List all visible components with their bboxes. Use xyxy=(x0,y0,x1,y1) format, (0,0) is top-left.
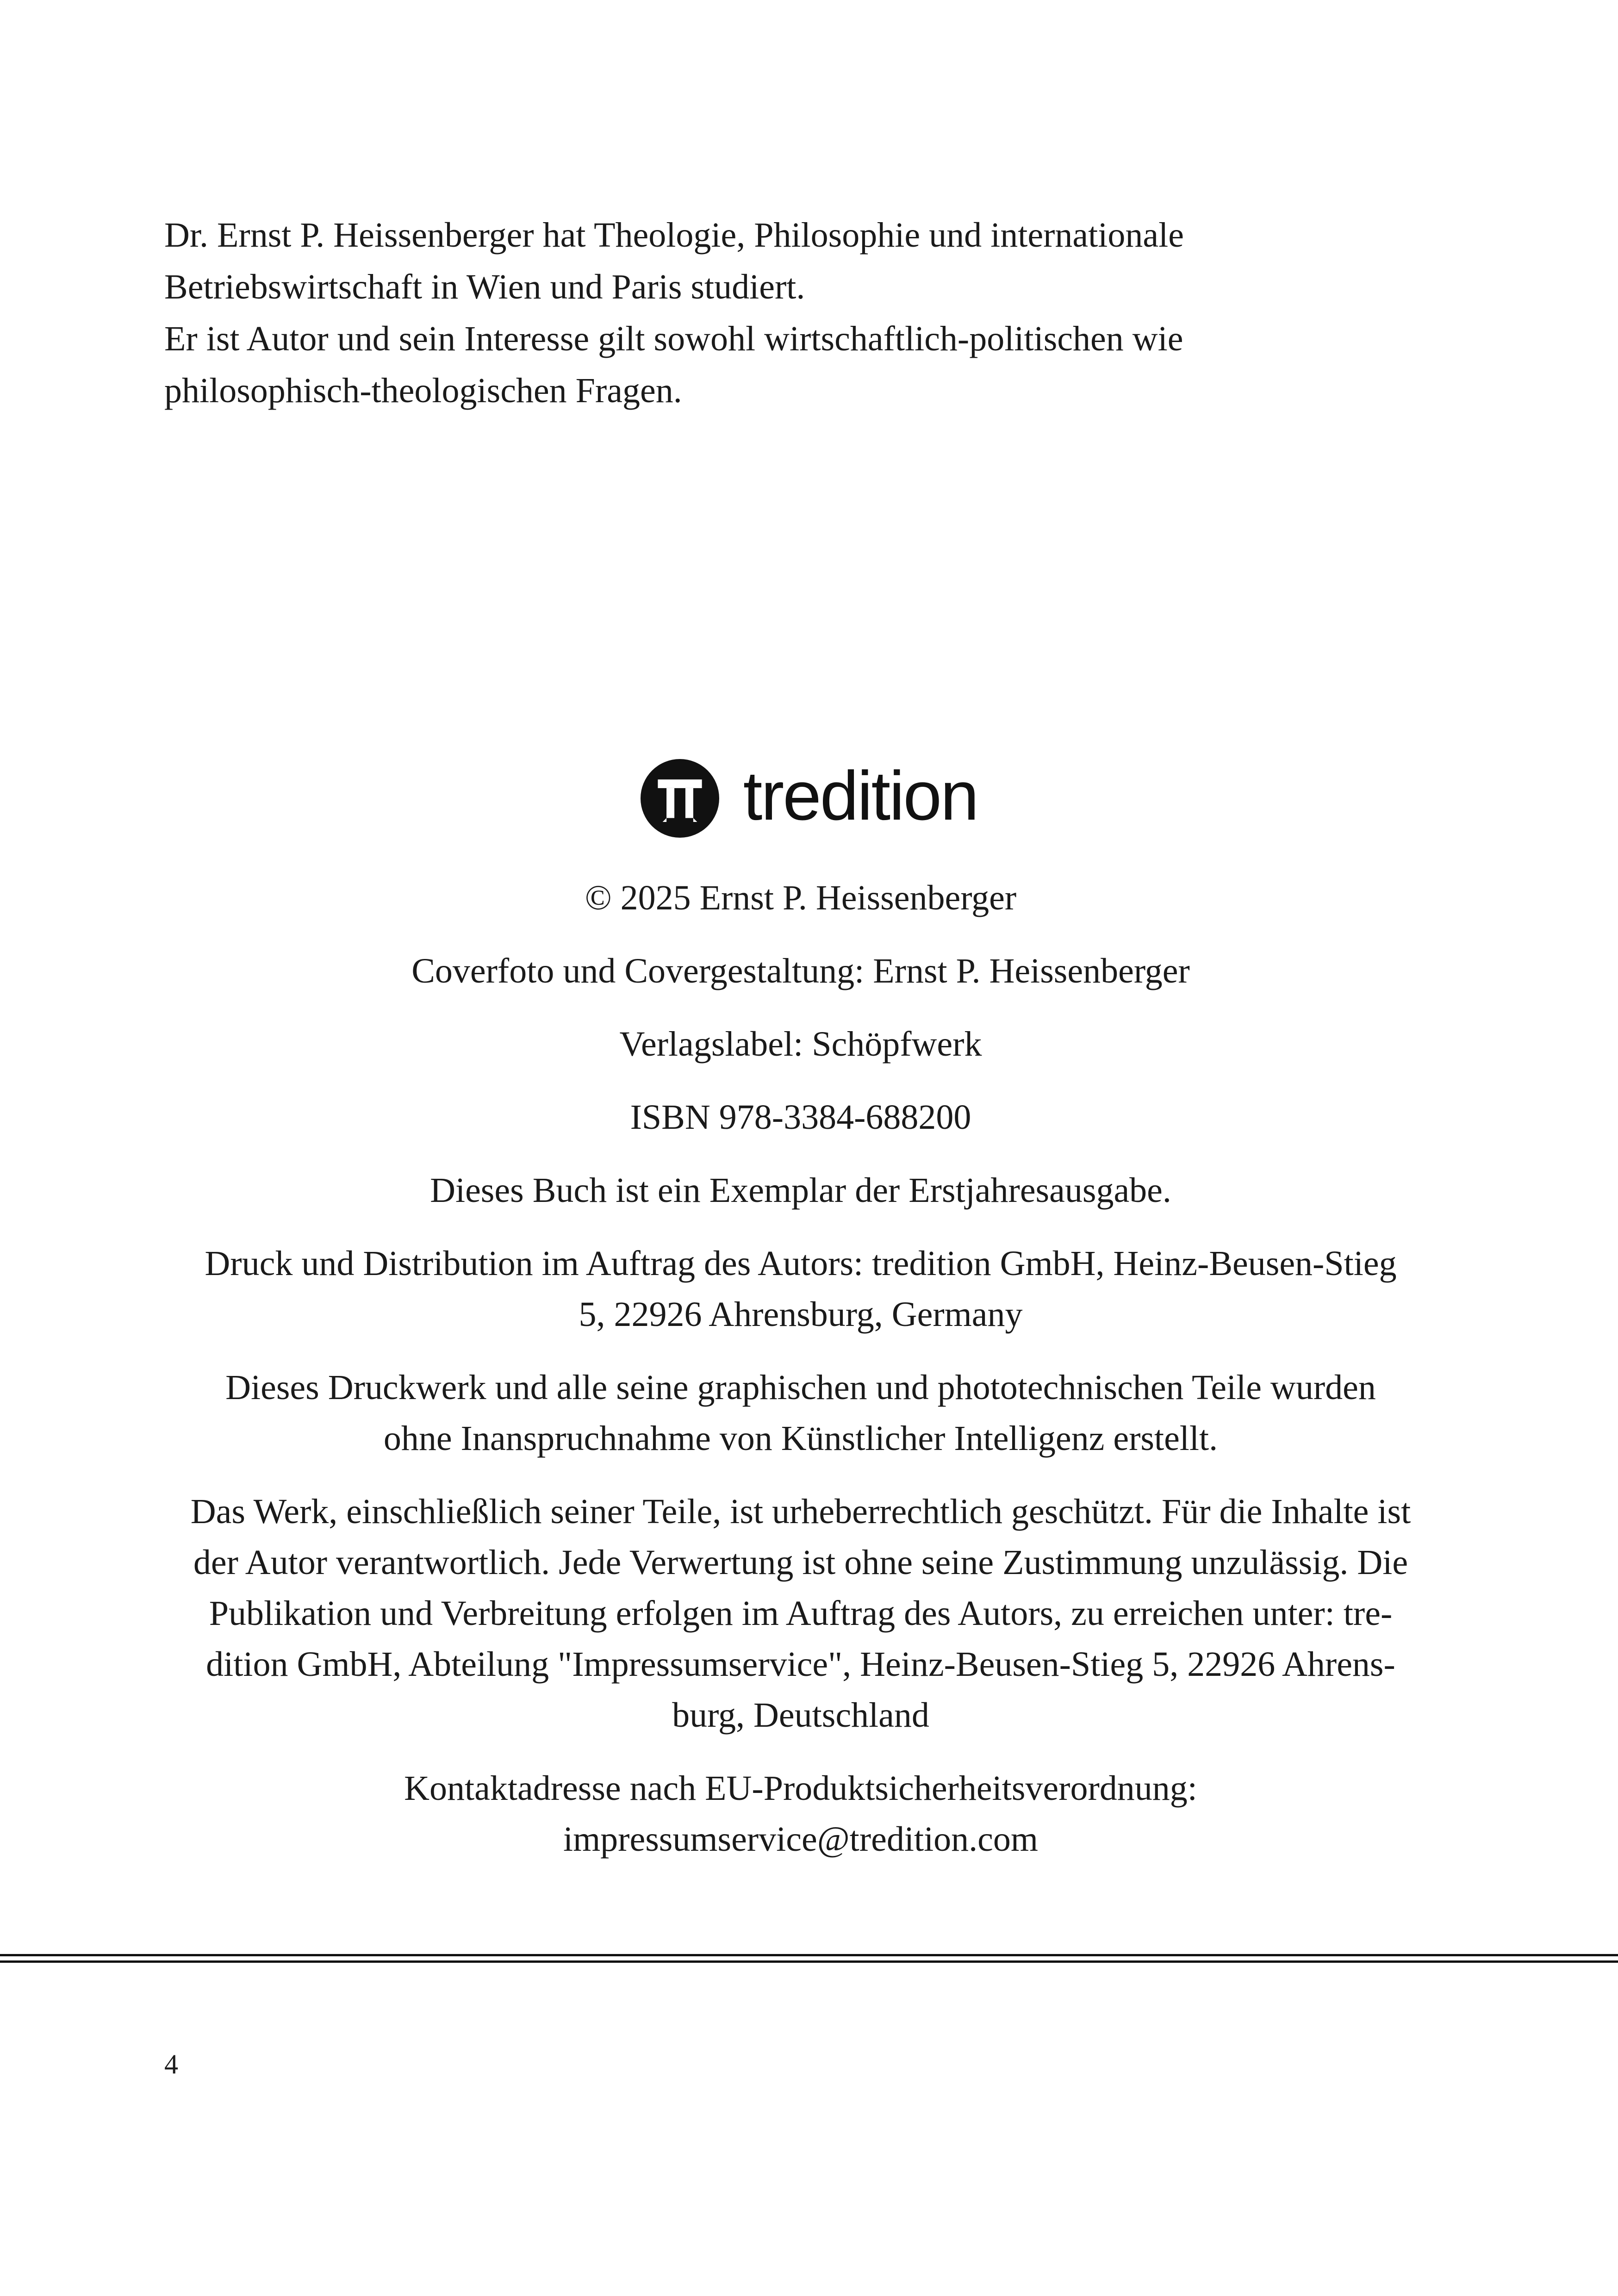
publisher-label: Verlagslabel: Schöpfwerk xyxy=(619,1025,982,1064)
contact-email: impressumservice@tredition.com xyxy=(563,1820,1039,1859)
footer-rule-bottom xyxy=(0,1960,1618,1963)
copyright-line: © 2025 Ernst P. Heissenberger xyxy=(585,878,1017,917)
ai-line: Dieses Druckwerk und alle seine graphischen und phototechnischen Teile wurden xyxy=(225,1368,1376,1407)
print-distribution xyxy=(157,1238,1444,1340)
print-line: Druck und Distribution im Auftrag des Autors: tredition GmbH, Heinz-Beusen-Stieg xyxy=(205,1244,1397,1283)
cover-credit: Coverfoto und Covergestaltung: Ernst P. Heissenberger xyxy=(411,952,1190,990)
ai-statement xyxy=(157,1362,1444,1464)
edition-note: Dieses Buch ist ein Exemplar der Erstjahresausgabe. xyxy=(430,1171,1171,1210)
tredition-logo-icon xyxy=(641,759,719,838)
rights-statement xyxy=(157,1486,1444,1741)
logo-wordmark: tredition xyxy=(743,757,978,834)
logo-group xyxy=(641,759,978,838)
contact-line: Kontaktadresse nach EU-Produktsicherheitsverordnung: xyxy=(404,1769,1197,1808)
page-number: 4 xyxy=(164,2049,178,2079)
rights-line: Publikation und Verbreitung erfolgen im Auftrag des Autors, zu erreichen unter: tre- xyxy=(209,1594,1393,1633)
print-line: 5, 22926 Ahrensburg, Germany xyxy=(579,1295,1023,1334)
bio-line: Betriebswirtschaft in Wien und Paris studiert. xyxy=(164,268,805,306)
footer-rule-top xyxy=(0,1954,1618,1956)
rights-line: dition GmbH, Abteilung "Impressumservice", Heinz-Beusen-Stieg 5, 22926 Ahrens- xyxy=(206,1645,1395,1684)
rights-line: burg, Deutschland xyxy=(672,1696,929,1735)
bio-line: Er ist Autor und sein Interesse gilt sowohl wirtschaftlich-politischen wie xyxy=(164,319,1183,358)
author-bio xyxy=(164,209,1460,417)
isbn: ISBN 978-3384-688200 xyxy=(630,1098,971,1137)
bio-line: philosophisch-theologischen Fragen. xyxy=(164,371,682,410)
publisher-logo xyxy=(0,759,1618,838)
rights-line: der Autor verantwortlich. Jede Verwertung ist ohne seine Zustimmung unzulässig. Die xyxy=(193,1543,1408,1582)
ai-line: ohne Inanspruchnahme von Künstlicher Intelligenz erstellt. xyxy=(383,1419,1218,1458)
bio-line: Dr. Ernst P. Heissenberger hat Theologie, Philosophie und internationale xyxy=(164,216,1184,255)
rights-line: Das Werk, einschließlich seiner Teile, ist urheberrechtlich geschützt. Für die Inhalte ist xyxy=(190,1492,1411,1531)
contact-address xyxy=(157,1763,1444,1865)
imprint-block xyxy=(157,872,1444,1887)
